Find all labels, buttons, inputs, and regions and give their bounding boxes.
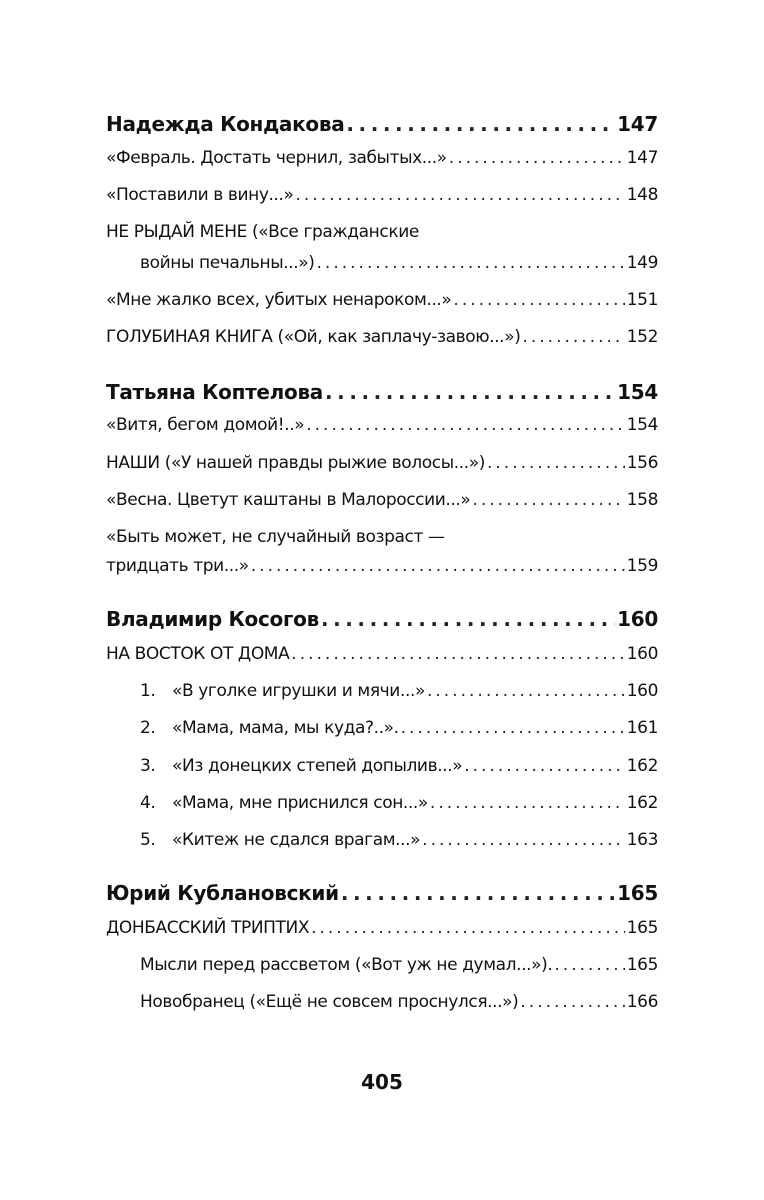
- leader-dots: [487, 451, 625, 475]
- toc-entry[interactable]: [106, 183, 658, 207]
- toc-entry[interactable]: [106, 488, 658, 512]
- page-ref: 149: [626, 253, 658, 273]
- entry-title: «Поставили в вину...»: [106, 185, 294, 205]
- toc-entry[interactable]: [106, 554, 658, 578]
- page-ref: 152: [626, 327, 658, 347]
- leader-dots: [321, 607, 615, 631]
- entry-title: «В уголке игрушки и мячи...»: [172, 681, 425, 701]
- entry-title: «Мама, мама, мы куда?..».: [172, 718, 399, 738]
- entry-number: 3.: [140, 756, 156, 776]
- entry-title: «Мама, мне приснился сон...»: [172, 793, 428, 813]
- page-ref: 160: [626, 644, 658, 664]
- entry-title: «Витя, бегом домой!..»: [106, 415, 305, 435]
- leader-dots: [317, 251, 625, 275]
- entry-number: 2.: [140, 718, 156, 738]
- toc-entry[interactable]: [106, 325, 658, 349]
- page-ref: 162: [626, 793, 658, 813]
- leader-dots: [430, 791, 625, 815]
- leader-dots: [427, 679, 625, 703]
- page-ref: 147: [626, 148, 658, 168]
- toc-entry[interactable]: [106, 916, 658, 940]
- entry-number: 1.: [140, 681, 156, 701]
- toc-entry[interactable]: [140, 251, 658, 275]
- leader-dots: [453, 288, 624, 312]
- leader-dots: [464, 754, 625, 778]
- toc-entry[interactable]: [106, 146, 658, 170]
- entry-title: ГОЛУБИНАЯ КНИГА («Ой, как заплачу-завою...»): [106, 327, 521, 347]
- leader-dots: [472, 488, 624, 512]
- toc-author-koptelova[interactable]: [106, 380, 658, 404]
- toc-entry[interactable]: [106, 288, 658, 312]
- leader-dots: [251, 554, 625, 578]
- page-ref: 154: [626, 415, 658, 435]
- entry-title: «Китеж не сдался врагам...»: [172, 830, 421, 850]
- page-ref: 156: [626, 453, 658, 473]
- toc-entry[interactable]: [106, 642, 658, 666]
- toc-numbered-entry[interactable]: [140, 716, 658, 740]
- entry-number: 4.: [140, 793, 156, 813]
- page-ref: 165: [626, 955, 658, 975]
- page-ref: 165: [626, 918, 658, 938]
- entry-title: Мысли перед рассветом («Вот уж не думал...»).: [140, 955, 553, 975]
- page-ref: 160: [626, 681, 658, 701]
- page-ref: 151: [626, 290, 658, 310]
- entry-title-line2: тридцать три...»: [106, 556, 249, 576]
- leader-dots: [401, 716, 625, 740]
- page-ref: 161: [626, 718, 658, 738]
- leader-dots: [341, 881, 615, 905]
- toc-numbered-entry[interactable]: [140, 679, 658, 703]
- page-ref: 163: [626, 830, 658, 850]
- page-ref: 154: [617, 380, 658, 404]
- author-name: Татьяна Коптелова: [106, 380, 323, 404]
- toc-author-kublanovsky[interactable]: [106, 881, 658, 905]
- leader-dots: [306, 413, 625, 437]
- entry-title: «Весна. Цветут каштаны в Малороссии...»: [106, 490, 471, 510]
- leader-dots: [449, 146, 625, 170]
- author-name: Юрий Кублановский: [106, 881, 339, 905]
- leader-dots: [520, 990, 624, 1014]
- toc-entry[interactable]: [106, 413, 658, 437]
- entry-title: «Февраль. Достать чернил, забытых...»: [106, 148, 447, 168]
- toc-numbered-entry[interactable]: [140, 791, 658, 815]
- page-ref: 147: [617, 112, 658, 136]
- toc-author-kosogov[interactable]: [106, 607, 658, 631]
- leader-dots: [325, 380, 615, 404]
- leader-dots: [554, 953, 624, 977]
- toc-author-kondakova[interactable]: [106, 112, 658, 136]
- entry-title: Новобранец («Ещё не совсем проснулся...»): [140, 992, 519, 1012]
- toc-numbered-entry[interactable]: [140, 828, 658, 852]
- entry-title: НАШИ («У нашей правды рыжие волосы...»): [106, 453, 485, 473]
- toc-sub-entry[interactable]: [140, 953, 658, 977]
- entry-title-line1[interactable]: НЕ РЫДАЙ МЕНЕ («Все гражданские: [106, 222, 419, 242]
- page-ref: 158: [626, 490, 658, 510]
- entry-title: «Из донецких степей допылив...»: [172, 756, 463, 776]
- entry-title: ДОНБАССКИЙ ТРИПТИХ: [106, 918, 310, 938]
- author-name: Надежда Кондакова: [106, 112, 345, 136]
- page-number: 405: [361, 1070, 403, 1094]
- entry-title: «Мне жалко всех, убитых ненароком...»: [106, 290, 452, 310]
- entry-title-line1[interactable]: «Быть может, не случайный возраст —: [106, 527, 445, 547]
- leader-dots: [422, 828, 625, 852]
- leader-dots: [311, 916, 625, 940]
- leader-dots: [291, 642, 624, 666]
- toc-entry[interactable]: [106, 451, 658, 475]
- page-ref: 165: [617, 881, 658, 905]
- page-ref: 166: [626, 992, 658, 1012]
- leader-dots: [346, 112, 615, 136]
- toc-numbered-entry[interactable]: [140, 754, 658, 778]
- entry-title: НА ВОСТОК ОТ ДОМА: [106, 644, 290, 664]
- page-ref: 159: [626, 556, 658, 576]
- page-ref: 160: [617, 607, 658, 631]
- leader-dots: [522, 325, 624, 349]
- page-ref: 162: [626, 756, 658, 776]
- toc-sub-entry[interactable]: [140, 990, 658, 1014]
- leader-dots: [296, 183, 625, 207]
- author-name: Владимир Косогов: [106, 607, 319, 631]
- page-ref: 148: [626, 185, 658, 205]
- entry-title-line2: войны печальны...»): [140, 253, 315, 273]
- entry-number: 5.: [140, 830, 156, 850]
